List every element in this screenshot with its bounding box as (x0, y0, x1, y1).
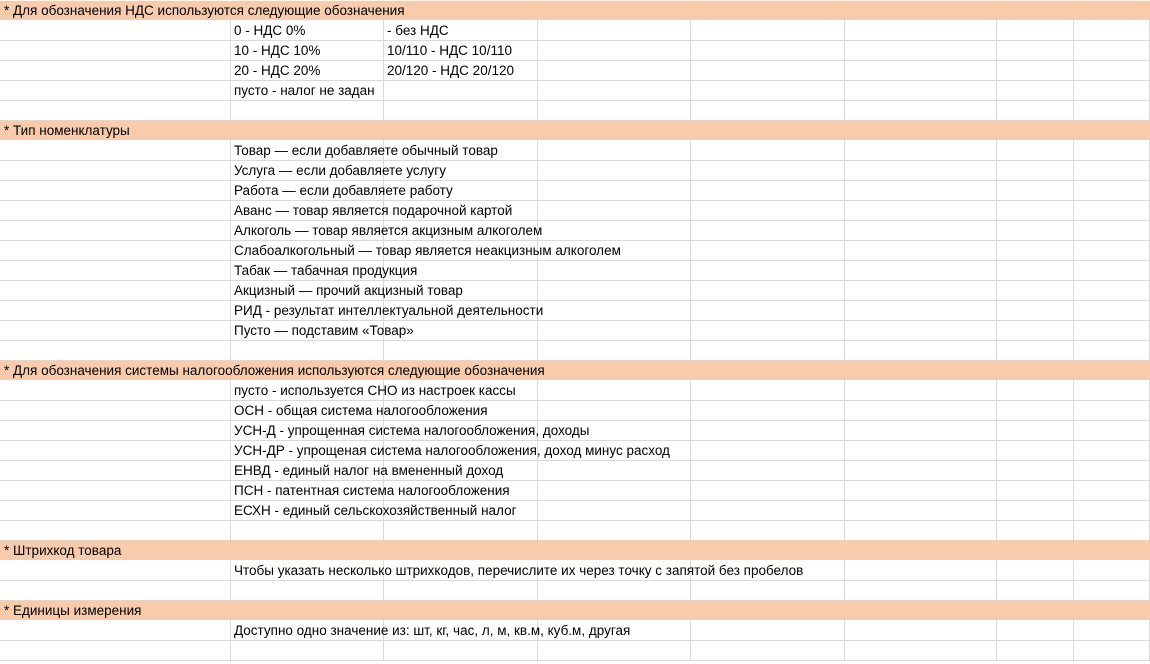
sheet-cell[interactable] (538, 221, 691, 241)
sheet-cell[interactable] (691, 621, 845, 641)
sheet-cell[interactable] (384, 121, 538, 141)
sheet-cell[interactable] (0, 261, 231, 281)
sheet-cell[interactable] (538, 281, 691, 301)
sheet-cell[interactable] (997, 21, 1074, 41)
cell-text: - без НДС (387, 23, 449, 38)
sheet-cell[interactable] (0, 21, 231, 41)
sheet-cell[interactable] (997, 261, 1074, 281)
sheet-cell[interactable] (1074, 361, 1150, 381)
sheet-cell[interactable] (538, 501, 691, 521)
sheet-cell[interactable] (1074, 281, 1150, 301)
sheet-cell[interactable] (845, 601, 997, 621)
sheet-cell[interactable] (997, 581, 1074, 601)
sheet-cell[interactable] (997, 481, 1074, 501)
sheet-cell[interactable] (384, 341, 538, 361)
cell-text: УСН-Д - упрощенная система налогообложения, доходы (234, 423, 590, 438)
sheet-cell[interactable] (997, 61, 1074, 81)
cell-text: РИД - результат интеллектуальной деятельности (234, 303, 544, 318)
sheet-cell[interactable] (0, 501, 231, 521)
sheet-cell[interactable] (997, 241, 1074, 261)
sheet-cell[interactable] (1074, 421, 1150, 441)
sheet-cell[interactable] (1074, 381, 1150, 401)
sheet-cell[interactable] (845, 381, 997, 401)
sheet-cell[interactable] (538, 521, 691, 541)
sheet-cell[interactable] (1074, 581, 1150, 601)
sheet-cell[interactable] (0, 81, 231, 101)
sheet-cell[interactable] (0, 141, 231, 161)
sheet-cell[interactable] (997, 621, 1074, 641)
sheet-cell[interactable] (691, 641, 845, 661)
cell-text: 20/120 - НДС 20/120 (387, 63, 514, 78)
sheet-cell[interactable] (0, 561, 231, 581)
sheet-cell[interactable] (384, 81, 538, 101)
sheet-row (0, 181, 1150, 201)
sheet-cell[interactable] (0, 481, 231, 501)
sheet-cell[interactable] (845, 421, 997, 441)
sheet-cell[interactable] (845, 401, 997, 421)
cell-text: ЕНВД - единый налог на вмененный доход (234, 463, 504, 478)
sheet-cell[interactable] (1074, 41, 1150, 61)
sheet-cell[interactable] (1074, 301, 1150, 321)
sheet-cell[interactable] (538, 601, 691, 621)
sheet-cell[interactable] (997, 81, 1074, 101)
sheet-row (0, 401, 1150, 421)
sheet-row (0, 621, 1150, 641)
sheet-cell[interactable] (538, 321, 691, 341)
sheet-cell[interactable] (0, 641, 231, 661)
sheet-cell[interactable] (538, 141, 691, 161)
sheet-cell[interactable] (997, 141, 1074, 161)
sheet-cell[interactable] (1074, 481, 1150, 501)
sheet-row (0, 221, 1150, 241)
sheet-row (0, 301, 1150, 321)
sheet-cell[interactable] (845, 61, 997, 81)
sheet-cell[interactable] (0, 441, 231, 461)
sheet-cell[interactable] (691, 61, 845, 81)
sheet-cell[interactable] (231, 121, 384, 141)
sheet-cell[interactable] (691, 221, 845, 241)
section-header-text: * Для обозначения системы налогообложения используются следующие обозначения (4, 363, 545, 378)
sheet-row (0, 521, 1150, 541)
sheet-cell[interactable] (538, 461, 691, 481)
sheet-cell[interactable] (231, 601, 384, 621)
sheet-cell[interactable] (231, 581, 384, 601)
sheet-cell[interactable] (997, 201, 1074, 221)
sheet-cell[interactable] (691, 161, 845, 181)
sheet-cell[interactable] (538, 201, 691, 221)
sheet-cell[interactable] (997, 1, 1074, 21)
sheet-cell[interactable] (845, 161, 997, 181)
sheet-cell[interactable] (538, 61, 691, 81)
sheet-row (0, 501, 1150, 521)
sheet-cell[interactable] (691, 81, 845, 101)
sheet-cell[interactable] (384, 1, 538, 21)
sheet-cell[interactable] (845, 541, 997, 561)
sheet-cell[interactable] (1074, 121, 1150, 141)
sheet-cell[interactable] (538, 361, 691, 381)
sheet-row (0, 561, 1150, 581)
sheet-cell[interactable] (997, 341, 1074, 361)
sheet-cell[interactable] (1074, 441, 1150, 461)
section-header-row (0, 361, 1150, 381)
sheet-cell[interactable] (0, 101, 231, 121)
sheet-cell[interactable] (997, 281, 1074, 301)
sheet-cell[interactable] (1074, 241, 1150, 261)
sheet-cell[interactable] (997, 541, 1074, 561)
sheet-cell[interactable] (997, 461, 1074, 481)
sheet-cell[interactable] (538, 581, 691, 601)
sheet-cell[interactable] (538, 21, 691, 41)
sheet-cell[interactable] (845, 481, 997, 501)
sheet-row (0, 341, 1150, 361)
sheet-cell[interactable] (538, 481, 691, 501)
sheet-cell[interactable] (845, 21, 997, 41)
sheet-row (0, 141, 1150, 161)
sheet-row (0, 261, 1150, 281)
sheet-row (0, 441, 1150, 461)
sheet-row (0, 481, 1150, 501)
sheet-cell[interactable] (845, 241, 997, 261)
sheet-cell[interactable] (997, 101, 1074, 121)
sheet-cell[interactable] (845, 621, 997, 641)
cell-text: ЕСХН - единый сельскохозяйственный налог (234, 503, 517, 518)
sheet-cell[interactable] (997, 381, 1074, 401)
sheet-cell[interactable] (1074, 341, 1150, 361)
sheet-cell[interactable] (845, 341, 997, 361)
cell-text: пусто - используется СНО из настроек кассы (234, 383, 516, 398)
sheet-cell[interactable] (0, 341, 231, 361)
sheet-cell[interactable] (845, 441, 997, 461)
sheet-cell[interactable] (1074, 321, 1150, 341)
sheet-cell[interactable] (997, 421, 1074, 441)
section-header-text: * Единицы измерения (4, 603, 142, 618)
sheet-cell[interactable] (538, 121, 691, 141)
sheet-row (0, 321, 1150, 341)
sheet-cell[interactable] (691, 481, 845, 501)
sheet-cell[interactable] (538, 261, 691, 281)
sheet-cell[interactable] (845, 101, 997, 121)
sheet-cell[interactable] (691, 241, 845, 261)
cell-text: Чтобы указать несколько штрихкодов, перечислите их через точку с запятой без пробелов (234, 563, 804, 578)
sheet-cell[interactable] (1074, 601, 1150, 621)
sheet-cell[interactable] (384, 521, 538, 541)
sheet-cell[interactable] (691, 541, 845, 561)
sheet-cell[interactable] (0, 161, 231, 181)
section-header-text: * Для обозначения НДС используются следующие обозначения (4, 3, 405, 18)
sheet-cell[interactable] (1074, 1, 1150, 21)
cell-text: Слабоалкогольный — товар является неакцизным алкоголем (234, 243, 621, 258)
sheet-cell[interactable] (231, 341, 384, 361)
sheet-cell[interactable] (691, 281, 845, 301)
section-header-text: * Штрихкод товара (4, 543, 122, 558)
sheet-cell[interactable] (538, 641, 691, 661)
sheet-cell[interactable] (0, 61, 231, 81)
sheet-cell[interactable] (231, 541, 384, 561)
sheet-cell[interactable] (997, 41, 1074, 61)
section-header-text: * Тип номенклатуры (4, 123, 130, 138)
sheet-cell[interactable] (1074, 101, 1150, 121)
sheet-cell[interactable] (0, 41, 231, 61)
sheet-cell[interactable] (997, 501, 1074, 521)
sheet-cell[interactable] (538, 81, 691, 101)
sheet-cell[interactable] (538, 401, 691, 421)
sheet-cell[interactable] (997, 641, 1074, 661)
sheet-cell[interactable] (1074, 561, 1150, 581)
sheet-cell[interactable] (845, 221, 997, 241)
sheet-cell[interactable] (1074, 541, 1150, 561)
sheet-cell[interactable] (997, 401, 1074, 421)
sheet-cell[interactable] (997, 321, 1074, 341)
sheet-row (0, 161, 1150, 181)
cell-text: Услуга — если добавляете услугу (234, 163, 446, 178)
sheet-cell[interactable] (384, 541, 538, 561)
sheet-cell[interactable] (691, 101, 845, 121)
sheet-cell[interactable] (845, 261, 997, 281)
section-header-row (0, 1, 1150, 21)
sheet-cell[interactable] (691, 441, 845, 461)
sheet-cell[interactable] (845, 361, 997, 381)
sheet-cell[interactable] (845, 561, 997, 581)
sheet-cell[interactable] (0, 281, 231, 301)
cell-text: Работа — если добавляете работу (234, 183, 453, 198)
sheet-cell[interactable] (691, 41, 845, 61)
sheet-row (0, 201, 1150, 221)
sheet-cell[interactable] (538, 101, 691, 121)
sheet-cell[interactable] (845, 41, 997, 61)
sheet-cell[interactable] (691, 261, 845, 281)
sheet-cell[interactable] (691, 341, 845, 361)
sheet-cell[interactable] (384, 601, 538, 621)
sheet-cell[interactable] (0, 581, 231, 601)
sheet-row (0, 41, 1150, 61)
sheet-cell[interactable] (997, 121, 1074, 141)
cell-text: ОСН - общая система налогообложения (234, 403, 488, 418)
sheet-cell[interactable] (538, 341, 691, 361)
sheet-cell[interactable] (1074, 201, 1150, 221)
sheet-cell[interactable] (691, 401, 845, 421)
sheet-cell[interactable] (1074, 21, 1150, 41)
sheet-row (0, 581, 1150, 601)
sheet-cell[interactable] (0, 241, 231, 261)
section-header-row (0, 601, 1150, 621)
sheet-cell[interactable] (1074, 81, 1150, 101)
sheet-row (0, 241, 1150, 261)
sheet-cell[interactable] (538, 301, 691, 321)
cell-text: Алкоголь — товар является акцизным алкоголем (234, 223, 543, 238)
sheet-row (0, 461, 1150, 481)
sheet-cell[interactable] (845, 141, 997, 161)
sheet-cell[interactable] (691, 301, 845, 321)
sheet-cell[interactable] (691, 21, 845, 41)
sheet-cell[interactable] (1074, 401, 1150, 421)
sheet-cell[interactable] (0, 321, 231, 341)
sheet-cell[interactable] (0, 201, 231, 221)
sheet-cell[interactable] (691, 501, 845, 521)
sheet-cell[interactable] (384, 641, 538, 661)
sheet-row (0, 21, 1150, 41)
sheet-cell[interactable] (538, 381, 691, 401)
sheet-cell[interactable] (691, 321, 845, 341)
sheet-cell[interactable] (997, 441, 1074, 461)
sheet-cell[interactable] (691, 181, 845, 201)
sheet-cell[interactable] (231, 641, 384, 661)
sheet-cell[interactable] (845, 181, 997, 201)
sheet-cell[interactable] (691, 141, 845, 161)
section-header-row (0, 541, 1150, 561)
sheet-cell[interactable] (845, 81, 997, 101)
sheet-cell[interactable] (231, 521, 384, 541)
sheet-cell[interactable] (1074, 261, 1150, 281)
sheet-cell[interactable] (1074, 181, 1150, 201)
sheet-cell[interactable] (1074, 461, 1150, 481)
sheet-cell[interactable] (1074, 641, 1150, 661)
sheet-cell[interactable] (691, 381, 845, 401)
sheet-cell[interactable] (0, 381, 231, 401)
sheet-cell[interactable] (845, 121, 997, 141)
cell-text: 0 - НДС 0% (234, 23, 306, 38)
sheet-cell[interactable] (845, 1, 997, 21)
sheet-cell[interactable] (691, 121, 845, 141)
sheet-cell[interactable] (538, 541, 691, 561)
sheet-cell[interactable] (1074, 161, 1150, 181)
sheet-cell[interactable] (845, 461, 997, 481)
cell-text: Аванс — товар является подарочной картой (234, 203, 513, 218)
sheet-cell[interactable] (997, 181, 1074, 201)
cell-text: Акцизный — прочий акцизный товар (234, 283, 463, 298)
sheet-cell[interactable] (0, 461, 231, 481)
sheet-row (0, 61, 1150, 81)
sheet-cell[interactable] (1074, 521, 1150, 541)
sheet-cell[interactable] (0, 621, 231, 641)
cell-text: 10 - НДС 10% (234, 43, 321, 58)
sheet-cell[interactable] (691, 421, 845, 441)
sheet-cell[interactable] (845, 201, 997, 221)
sheet-cell[interactable] (1074, 221, 1150, 241)
sheet-cell[interactable] (538, 1, 691, 21)
sheet-cell[interactable] (691, 361, 845, 381)
sheet-cell[interactable] (997, 521, 1074, 541)
sheet-cell[interactable] (384, 101, 538, 121)
cell-text: 20 - НДС 20% (234, 63, 321, 78)
sheet-cell[interactable] (997, 561, 1074, 581)
sheet-cell[interactable] (997, 301, 1074, 321)
cell-text: Доступно одно значение из: шт, кг, час, л, м, кв.м, куб.м, другая (234, 623, 631, 638)
sheet-cell[interactable] (997, 361, 1074, 381)
cell-text: Товар — если добавляете обычный товар (234, 143, 498, 158)
sheet-cell[interactable] (997, 161, 1074, 181)
sheet-cell[interactable] (691, 601, 845, 621)
sheet-cell[interactable] (0, 421, 231, 441)
sheet-row (0, 381, 1150, 401)
sheet-row (0, 281, 1150, 301)
sheet-cell[interactable] (0, 401, 231, 421)
sheet-cell[interactable] (845, 521, 997, 541)
sheet-row (0, 101, 1150, 121)
sheet-cell[interactable] (384, 581, 538, 601)
sheet-row (0, 421, 1150, 441)
sheet-cell[interactable] (0, 221, 231, 241)
sheet-row (0, 641, 1150, 661)
sheet-cell[interactable] (1074, 141, 1150, 161)
sheet-cell[interactable] (538, 161, 691, 181)
sheet-cell[interactable] (845, 641, 997, 661)
cell-text: Пусто — подставим «Товар» (234, 323, 414, 338)
sheet-cell[interactable] (845, 301, 997, 321)
sheet-cell[interactable] (845, 581, 997, 601)
sheet-cell[interactable] (231, 101, 384, 121)
section-header-row (0, 121, 1150, 141)
sheet-cell[interactable] (1074, 61, 1150, 81)
sheet-cell[interactable] (691, 521, 845, 541)
sheet-cell[interactable] (845, 501, 997, 521)
sheet-cell[interactable] (691, 581, 845, 601)
sheet-cell[interactable] (538, 181, 691, 201)
cell-text: УСН-ДР - упрощеная система налогообложения, доход минус расход (234, 443, 670, 458)
sheet-cell[interactable] (0, 301, 231, 321)
sheet-cell[interactable] (845, 281, 997, 301)
sheet-cell[interactable] (1074, 621, 1150, 641)
sheet-cell[interactable] (1074, 501, 1150, 521)
sheet-cell[interactable] (538, 41, 691, 61)
sheet-cell[interactable] (691, 461, 845, 481)
sheet-cell[interactable] (0, 521, 231, 541)
cell-text: пусто - налог не задан (234, 83, 375, 98)
sheet-cell[interactable] (997, 601, 1074, 621)
sheet-cell[interactable] (845, 321, 997, 341)
cell-text: 10/110 - НДС 10/110 (387, 43, 512, 58)
sheet-row (0, 81, 1150, 101)
sheet-cell[interactable] (691, 1, 845, 21)
sheet-cell[interactable] (0, 181, 231, 201)
cell-text: Табак — табачная продукция (234, 263, 418, 278)
cell-text: ПСН - патентная система налогообложения (234, 483, 510, 498)
sheet-cell[interactable] (691, 201, 845, 221)
sheet-cell[interactable] (997, 221, 1074, 241)
